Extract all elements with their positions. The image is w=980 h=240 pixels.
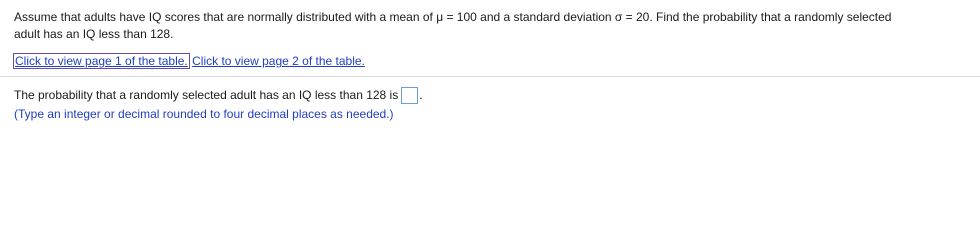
- answer-prompt: The probability that a randomly selected adult has an IQ less than 128 is: [14, 88, 399, 102]
- question-text: [14, 9, 969, 43]
- answer-format-hint: (Type an integer or decimal rounded to four decimal places as needed.): [14, 107, 394, 121]
- view-table-page-1-link[interactable]: Click to view page 1 of the table.: [15, 54, 188, 68]
- table-links: [14, 54, 365, 69]
- answer-row: [14, 86, 423, 104]
- question-line-2: adult has an IQ less than 128.: [14, 27, 174, 41]
- divider: [0, 76, 980, 77]
- answer-suffix: .: [419, 88, 423, 102]
- view-table-page-2-link[interactable]: Click to view page 2 of the table.: [192, 54, 365, 68]
- question-line-1: Assume that adults have IQ scores that are normally distributed with a mean of μ = 100 and a standard deviation σ = 20. Find the probability that a randomly selected: [14, 10, 892, 24]
- answer-input[interactable]: [401, 87, 418, 104]
